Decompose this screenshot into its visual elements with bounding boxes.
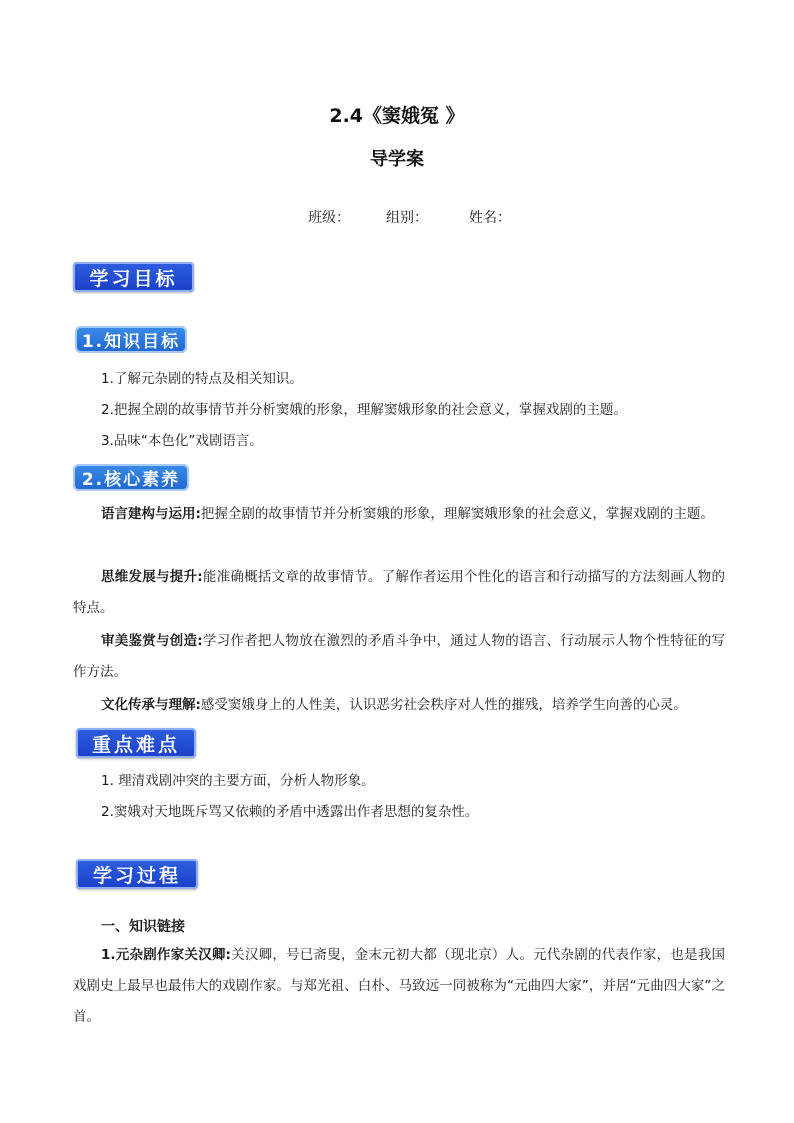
section-badge-process: 学习过程	[76, 859, 198, 889]
core-item-text: 学习作者把人物放在激烈的矛盾斗争中，通过人物的语言、行动展示人物个性特征的写作方法。	[73, 633, 725, 680]
knowledge-item: 3.品味“本色化”戏剧语言。	[101, 433, 263, 449]
page-subtitle: 导学案	[370, 149, 424, 170]
knowledge-link-paragraph	[73, 940, 725, 1033]
knowledge-item: 2.把握全剧的故事情节并分析窦娥的形象，理解窦娥形象的社会意义，掌握戏剧的主题。	[101, 402, 627, 418]
knowledge-link-heading: 一、知识链接	[101, 919, 185, 935]
core-item-label: 审美鉴赏与创造:	[101, 633, 203, 649]
core-item	[73, 499, 725, 530]
class-label: 班级：	[308, 210, 350, 226]
core-item	[73, 626, 725, 688]
name-label: 姓名：	[469, 210, 511, 226]
core-item-text: 能准确概括文章的故事情节。了解作者运用个性化的语言和行动描写的方法刻画人物的特点。	[73, 569, 725, 616]
knowledge-item: 1.了解元杂剧的特点及相关知识。	[101, 371, 303, 387]
core-item-text: 把握全剧的故事情节并分析窦娥的形象，理解窦娥形象的社会意义，掌握戏剧的主题。	[200, 506, 714, 522]
section-badge-goals: 学习目标	[73, 262, 194, 292]
link-para-label: 1.元杂剧作家关汉卿:	[101, 947, 231, 963]
group-label: 组别：	[386, 210, 428, 226]
sub-badge-knowledge: 1.知识目标	[75, 326, 187, 353]
key-item: 1. 理清戏剧冲突的主要方面，分析人物形象。	[101, 773, 375, 789]
page-title: 2.4《窦娥冤 》	[329, 105, 465, 127]
link-para-text: 关汉卿，号已斋叟，金末元初大都（现北京）人。元代杂剧的代表作家，也是我国戏剧史上最早也最伟大的戏剧作家。与郑光祖、白朴、马致远一同被称为“元曲四大家”，并居“元曲四大家”之首。	[73, 947, 725, 1025]
core-item	[73, 690, 725, 721]
core-item-label: 语言建构与运用:	[101, 506, 201, 522]
core-item-label: 思维发展与提升:	[101, 569, 203, 585]
sub-badge-core: 2.核心素养	[73, 464, 189, 491]
core-item-label: 文化传承与理解:	[101, 697, 201, 713]
core-item-text: 感受窦娥身上的人性美，认识恶劣社会秩序对人性的摧残，培养学生向善的心灵。	[200, 697, 687, 713]
core-item	[73, 562, 725, 624]
key-item: 2.窦娥对天地既斥骂又依赖的矛盾中透露出作者思想的复杂性。	[101, 804, 479, 820]
section-badge-key-points: 重点难点	[76, 728, 196, 758]
